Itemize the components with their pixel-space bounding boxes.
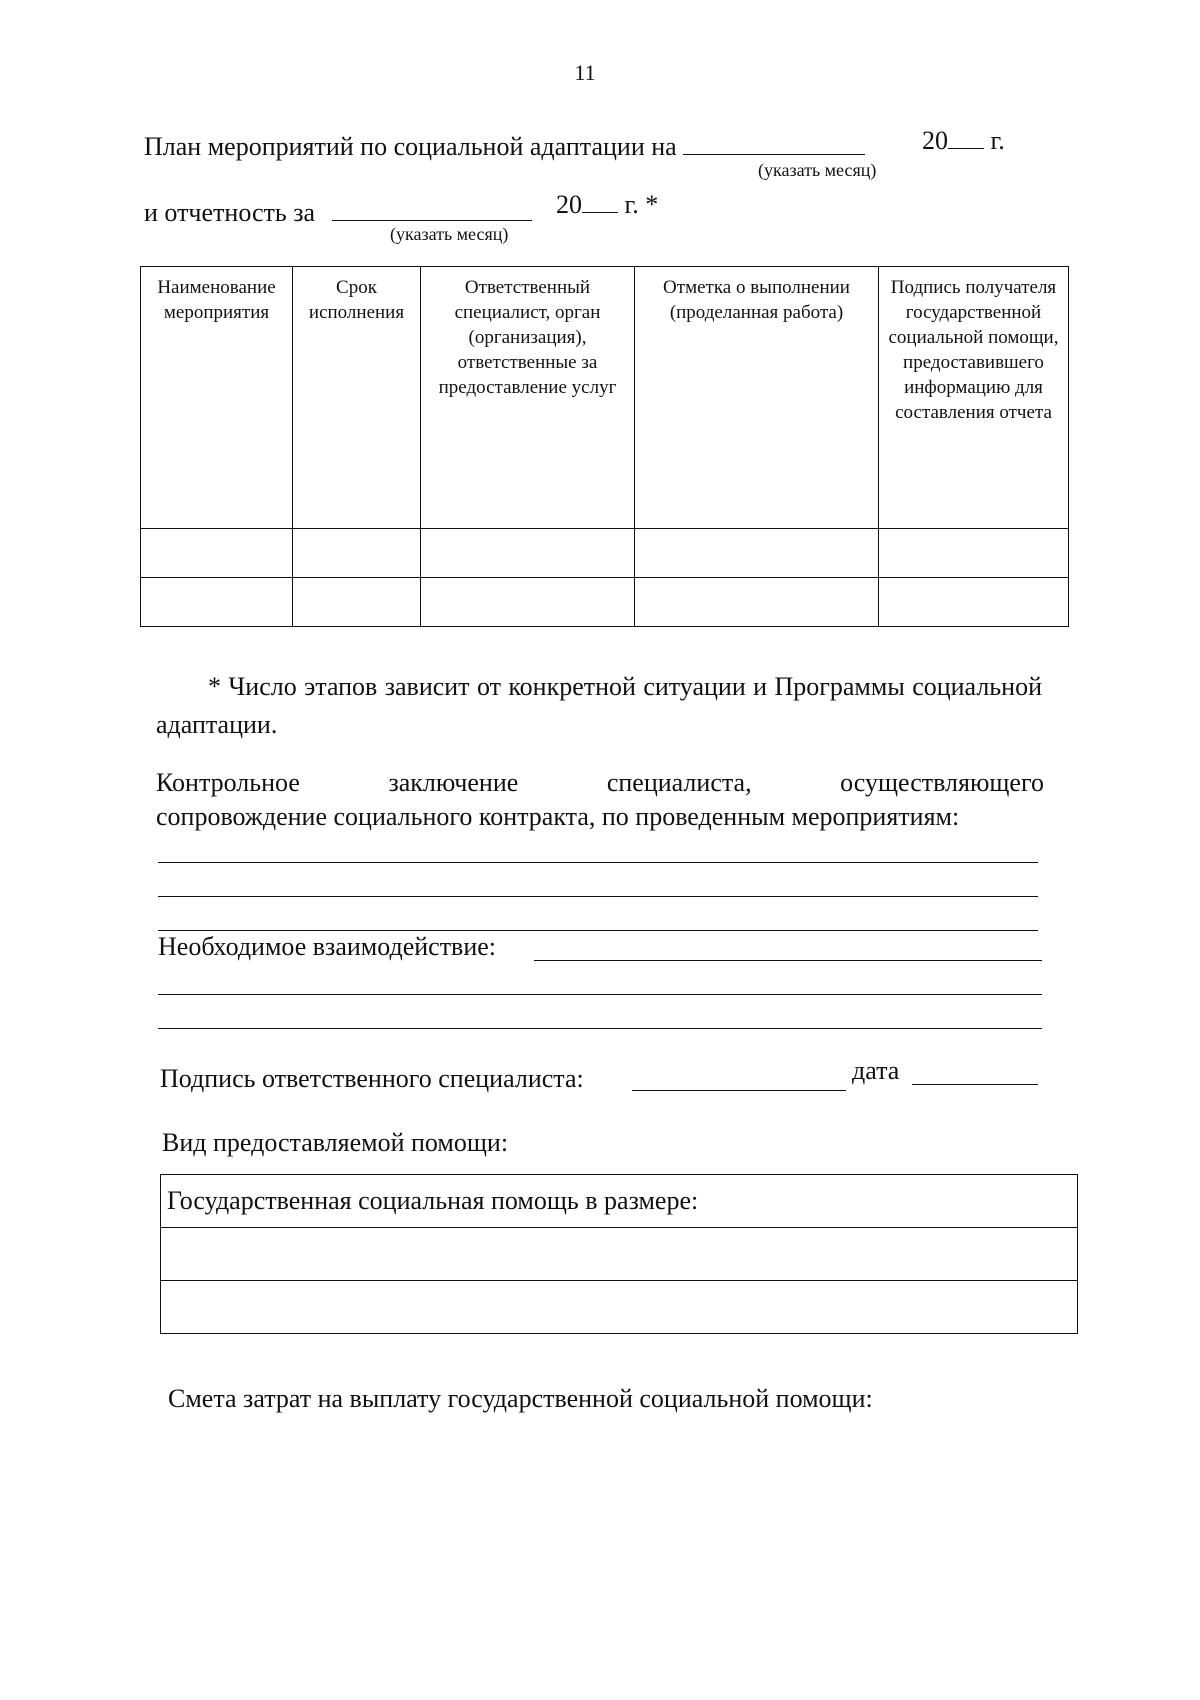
conclusion-blank-line[interactable] bbox=[158, 930, 1038, 931]
control-conclusion bbox=[156, 768, 1044, 832]
control-word: Контрольное bbox=[156, 768, 300, 797]
col-responsible: Ответственный специалист, орган (организация), ответственные за предоставление услуг bbox=[421, 267, 635, 529]
table-cell[interactable] bbox=[161, 1228, 1078, 1281]
table-row bbox=[161, 1228, 1078, 1281]
col-recipient-signature: Подпись получателя государственной социальной помощи, предоставившего информацию для составления отчета bbox=[879, 267, 1069, 529]
plan-title-text: План мероприятий по социальной адаптации на bbox=[144, 132, 677, 161]
interaction-blank-line[interactable] bbox=[158, 1028, 1042, 1029]
table-row bbox=[141, 578, 1069, 627]
report-year bbox=[556, 188, 658, 220]
table-row bbox=[161, 1281, 1078, 1334]
date-blank[interactable] bbox=[912, 1084, 1038, 1085]
interaction-label: Необходимое взаимодействие: bbox=[158, 932, 497, 961]
plan-month-blank[interactable] bbox=[683, 130, 865, 155]
signature-label: Подпись ответственного специалиста: bbox=[160, 1064, 584, 1093]
control-word: заключение bbox=[388, 768, 519, 797]
plan-table-header-row bbox=[141, 267, 1069, 529]
table-row bbox=[141, 529, 1069, 578]
page-number: 11 bbox=[574, 60, 596, 85]
table-cell[interactable] bbox=[141, 529, 293, 578]
table-cell[interactable] bbox=[293, 578, 421, 627]
conclusion-blank-line[interactable] bbox=[158, 896, 1038, 897]
plan-month-hint: (указать месяц) bbox=[758, 160, 877, 180]
interaction-blank-line[interactable] bbox=[158, 994, 1042, 995]
estimate-label: Смета затрат на выплату государственной социальной помощи: bbox=[168, 1384, 873, 1413]
table-cell[interactable] bbox=[141, 578, 293, 627]
control-conclusion-line1 bbox=[156, 768, 1044, 798]
plan-title-line bbox=[144, 130, 865, 162]
table-cell[interactable] bbox=[879, 578, 1069, 627]
aid-table-header-row bbox=[161, 1175, 1078, 1228]
table-cell[interactable] bbox=[421, 578, 635, 627]
plan-year-suffix: г. bbox=[990, 126, 1005, 155]
table-cell[interactable] bbox=[635, 529, 879, 578]
report-year-suffix: г. * bbox=[624, 190, 659, 219]
control-conclusion-line2: сопровождение социального контракта, по проведенным мероприятиям: bbox=[156, 802, 960, 831]
col-completion-mark: Отметка о выполнении (проделанная работа) bbox=[635, 267, 879, 529]
report-text: и отчетность за bbox=[144, 198, 316, 227]
plan-year-blank[interactable] bbox=[948, 124, 984, 149]
plan-table bbox=[140, 266, 1069, 627]
table-cell[interactable] bbox=[421, 529, 635, 578]
report-year-prefix: 20 bbox=[556, 190, 582, 219]
col-event-name: Наименование мероприятия bbox=[141, 267, 293, 529]
control-word: осуществляющего bbox=[840, 768, 1044, 797]
col-deadline: Срок исполнения bbox=[293, 267, 421, 529]
date-label: дата bbox=[852, 1056, 900, 1085]
signature-blank[interactable] bbox=[632, 1090, 846, 1091]
table-cell[interactable] bbox=[879, 529, 1069, 578]
plan-year bbox=[922, 124, 1005, 156]
plan-year-prefix: 20 bbox=[922, 126, 948, 155]
table-cell[interactable] bbox=[635, 578, 879, 627]
aid-header-cell: Государственная социальная помощь в размере: bbox=[161, 1175, 1078, 1228]
aid-type-label: Вид предоставляемой помощи: bbox=[162, 1128, 509, 1157]
table-cell[interactable] bbox=[161, 1281, 1078, 1334]
footnote: * Число этапов зависит от конкретной ситуации и Программы социальной адаптации. bbox=[156, 672, 1042, 739]
table-cell[interactable] bbox=[293, 529, 421, 578]
interaction-blank-line[interactable] bbox=[534, 960, 1042, 961]
control-word: специалиста, bbox=[606, 768, 752, 797]
aid-table bbox=[160, 1174, 1078, 1334]
report-month-hint: (указать месяц) bbox=[390, 224, 509, 244]
conclusion-blank-line[interactable] bbox=[158, 862, 1038, 863]
report-year-blank[interactable] bbox=[582, 188, 618, 213]
report-month-blank[interactable] bbox=[332, 196, 532, 221]
